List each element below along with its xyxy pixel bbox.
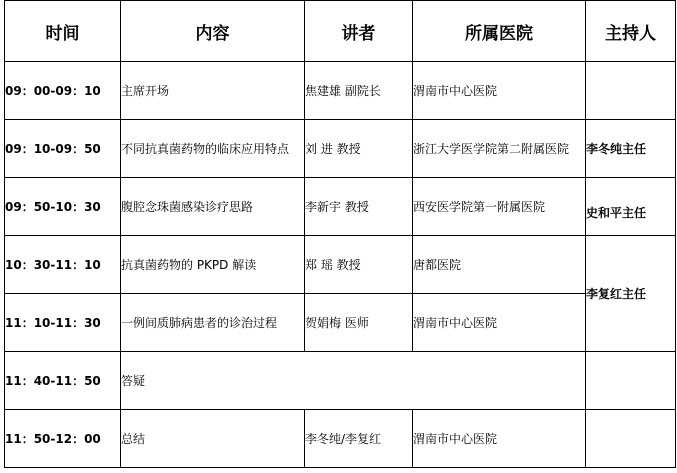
header-speaker: 讲者 (305, 1, 413, 62)
table-row (5, 294, 676, 352)
header-topic: 内容 (121, 1, 305, 62)
host-name-2: 史和平主任 (586, 206, 647, 220)
speaker-cell: 李新宇 教授 (305, 178, 413, 236)
header-time: 时间 (5, 1, 121, 62)
time-cell: 09：00-09：10 (5, 62, 121, 120)
schedule-table (4, 0, 676, 468)
speaker-cell: 焦建雄 副院长 (305, 62, 413, 120)
speaker-cell: 李冬纯/李复红 (305, 410, 413, 468)
table-row (5, 352, 676, 410)
time-cell: 09：50-10：30 (5, 178, 121, 236)
hospital-cell: 唐都医院 (413, 236, 586, 294)
hospital-cell: 西安医学院第一附属医院 (413, 178, 586, 236)
topic-cell: 答疑 (121, 352, 586, 410)
host-cell-empty (586, 62, 676, 120)
table-row (5, 410, 676, 468)
host-cell-empty (586, 410, 676, 468)
topic-cell: 一例间质肺病患者的诊治过程 (121, 294, 305, 352)
header-hospital: 所属医院 (413, 1, 586, 62)
topic-cell: 抗真菌药物的 PKPD 解读 (121, 236, 305, 294)
topic-cell: 不同抗真菌药物的临床应用特点 (121, 120, 305, 178)
topic-cell: 总结 (121, 410, 305, 468)
host-cell-1: 李冬纯主任 (586, 120, 676, 178)
table-row (5, 120, 676, 178)
hospital-cell: 渭南市中心医院 (413, 62, 586, 120)
hospital-cell: 渭南市中心医院 (413, 294, 586, 352)
header-host: 主持人 (586, 1, 676, 62)
time-cell: 10：30-11：10 (5, 236, 121, 294)
hospital-cell: 浙江大学医学院第二附属医院 (413, 120, 586, 178)
host-cell-empty (586, 352, 676, 410)
host-cell-3: 李复红主任 (586, 236, 676, 352)
speaker-cell: 郑 瑶 教授 (305, 236, 413, 294)
time-cell: 11：50-12：00 (5, 410, 121, 468)
time-cell: 09：10-09：50 (5, 120, 121, 178)
speaker-cell: 刘 进 教授 (305, 120, 413, 178)
table-row (5, 236, 676, 294)
speaker-cell: 贺娟梅 医师 (305, 294, 413, 352)
time-cell: 11：40-11：50 (5, 352, 121, 410)
host-cell-2 (586, 178, 676, 236)
header-row (5, 1, 676, 62)
table-row (5, 178, 676, 236)
table-row (5, 62, 676, 120)
time-cell: 11：10-11：30 (5, 294, 121, 352)
topic-cell: 主席开场 (121, 62, 305, 120)
hospital-cell: 渭南市中心医院 (413, 410, 586, 468)
topic-cell: 腹腔念珠菌感染诊疗思路 (121, 178, 305, 236)
